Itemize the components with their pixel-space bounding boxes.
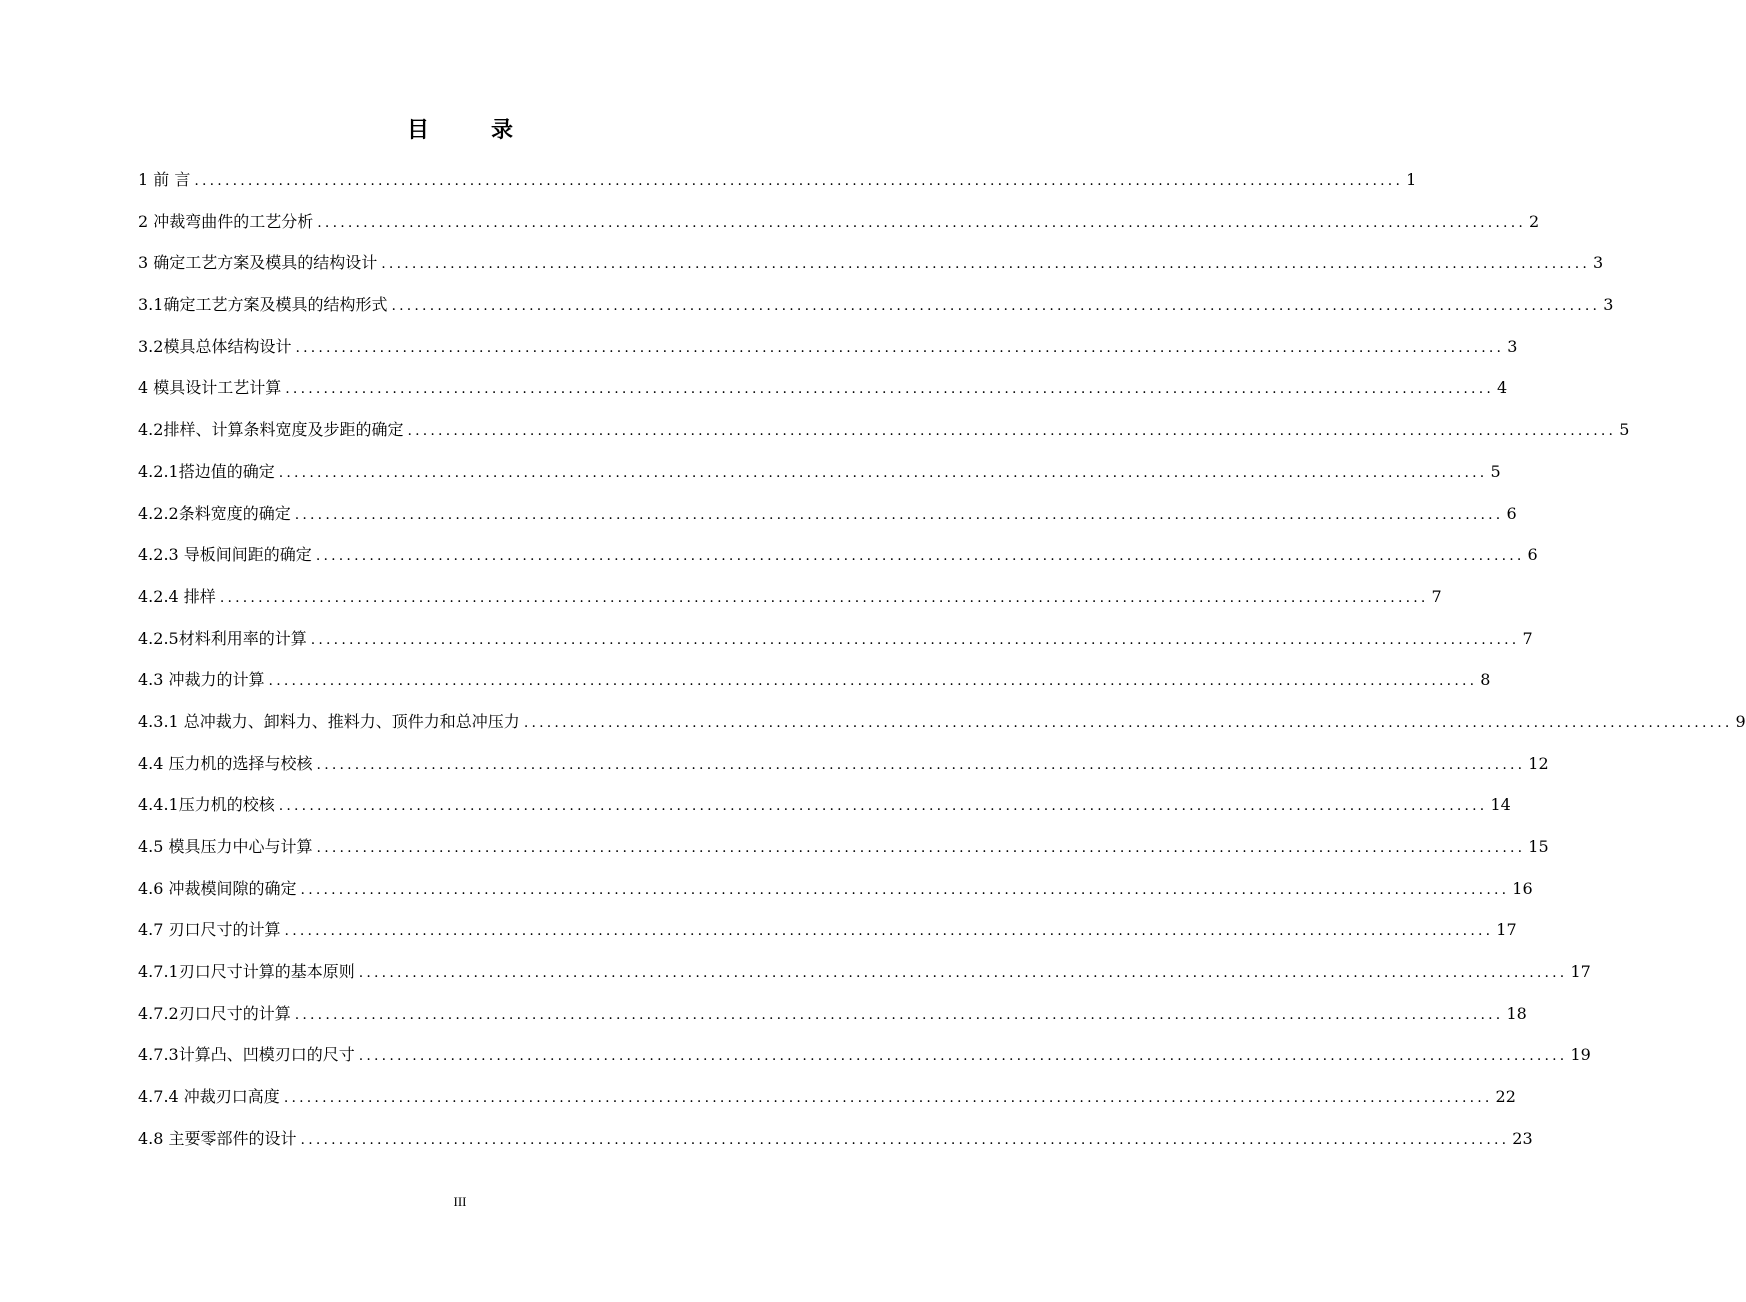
toc-entry-label: 4.7.2刃口尺寸的计算 [138, 1003, 291, 1023]
toc-dot-leader: .............................................................................................................................................................. [278, 464, 1488, 481]
toc-entry-page: 17 [1570, 962, 1591, 982]
toc-dot-leader: .............................................................................................................................................................. [284, 923, 1494, 940]
toc-entry-page: 4 [1497, 378, 1508, 398]
toc-entry[interactable] [138, 958, 1591, 1000]
toc-dot-leader: .............................................................................................................................................................. [391, 298, 1601, 315]
toc-entry-page: 19 [1570, 1045, 1591, 1065]
toc-entry-page: 23 [1512, 1128, 1533, 1148]
toc-entry[interactable] [138, 875, 1533, 917]
toc-dot-leader: .............................................................................................................................................................. [294, 1006, 1504, 1023]
toc-entry[interactable] [138, 333, 1518, 375]
toc-entry[interactable] [138, 1000, 1527, 1042]
toc-entry[interactable] [138, 208, 1540, 250]
toc-dot-leader: .............................................................................................................................................................. [278, 798, 1488, 815]
toc-entry[interactable] [138, 583, 1442, 625]
toc-dot-leader: .............................................................................................................................................................. [316, 756, 1526, 773]
toc-entry[interactable] [138, 166, 1417, 208]
toc-entry-page: 1 [1406, 170, 1417, 189]
toc-entry-label: 4.2排样、计算条料宽度及步距的确定 [138, 420, 404, 440]
toc-entry-page: 5 [1619, 420, 1630, 440]
toc-entry[interactable] [138, 750, 1549, 792]
toc-entry-page: 16 [1512, 878, 1533, 898]
toc-entry-page: 14 [1490, 795, 1511, 815]
toc-entry[interactable] [138, 708, 1746, 750]
toc-entry-page: 7 [1522, 628, 1533, 648]
toc-entry[interactable] [138, 541, 1538, 583]
toc-entry-label: 4.2.5材料利用率的计算 [138, 628, 307, 648]
toc-entry-page: 3 [1603, 295, 1614, 315]
toc-dot-leader: .............................................................................................................................................................. [300, 881, 1510, 898]
toc-dot-leader: .............................................................................................................................................................. [316, 840, 1526, 856]
toc-entry[interactable] [138, 1083, 1516, 1125]
toc-entry-page: 15 [1528, 837, 1549, 856]
toc-entry-label: 4.4 压力机的选择与校核 [138, 753, 313, 773]
toc-entry-page: 9 [1735, 711, 1746, 731]
toc-entry-label: 3.2模具总体结构设计 [138, 336, 292, 356]
toc-dot-leader: .............................................................................................................................................................. [315, 548, 1525, 565]
toc-entry[interactable] [138, 1041, 1591, 1083]
toc-entry-label: 4 模具设计工艺计算 [138, 378, 282, 398]
toc-dot-leader: .............................................................................................................................................................. [294, 506, 1504, 523]
table-of-contents [138, 166, 1746, 1167]
toc-dot-leader: .............................................................................................................................................................. [285, 381, 1495, 398]
toc-dot-leader: .............................................................................................................................................................. [194, 173, 1404, 189]
toc-entry[interactable] [138, 416, 1630, 458]
toc-entry-label: 4.7.1刃口尺寸计算的基本原则 [138, 962, 355, 982]
toc-dot-leader: .............................................................................................................................................................. [268, 673, 1478, 690]
toc-entry-label: 4.2.2条料宽度的确定 [138, 503, 291, 523]
toc-entry-label: 1 前 言 [138, 170, 191, 189]
toc-entry[interactable] [138, 916, 1517, 958]
toc-entry-label: 4.3 冲裁力的计算 [138, 670, 265, 690]
toc-dot-leader: .............................................................................................................................................................. [295, 339, 1505, 356]
toc-entry[interactable] [138, 374, 1508, 416]
toc-entry-label: 4.2.3 导板间间距的确定 [138, 545, 312, 565]
toc-dot-leader: .............................................................................................................................................................. [358, 965, 1568, 982]
toc-entry-page: 12 [1528, 753, 1549, 773]
toc-entry[interactable] [138, 666, 1491, 708]
toc-entry-page: 6 [1527, 545, 1538, 565]
toc-entry-label: 2 冲裁弯曲件的工艺分析 [138, 211, 314, 231]
toc-entry-label: 4.6 冲裁模间隙的确定 [138, 878, 297, 898]
toc-entry-label: 4.7 刃口尺寸的计算 [138, 920, 281, 940]
toc-dot-leader: .............................................................................................................................................................. [300, 1131, 1510, 1148]
toc-entry[interactable] [138, 291, 1614, 333]
toc-entry-page: 17 [1496, 920, 1517, 940]
toc-entry-page: 6 [1506, 503, 1517, 523]
toc-entry-page: 2 [1529, 211, 1540, 231]
toc-entry-label: 4.2.1搭边值的确定 [138, 461, 275, 481]
toc-dot-leader: .............................................................................................................................................................. [407, 423, 1617, 440]
toc-dot-leader: .............................................................................................................................................................. [317, 214, 1527, 231]
toc-dot-leader: .............................................................................................................................................................. [381, 256, 1591, 273]
toc-entry[interactable] [138, 833, 1549, 875]
toc-entry[interactable] [138, 458, 1501, 500]
toc-dot-leader: .............................................................................................................................................................. [219, 589, 1429, 606]
toc-entry-label: 3 确定工艺方案及模具的结构设计 [138, 253, 378, 273]
toc-entry-page: 3 [1593, 253, 1604, 273]
toc-entry-label: 4.8 主要零部件的设计 [138, 1128, 297, 1148]
toc-entry-page: 8 [1480, 670, 1491, 690]
page-number: III [453, 1194, 467, 1209]
toc-entry[interactable] [138, 500, 1517, 542]
toc-entry-label: 4.2.4 排样 [138, 586, 216, 606]
toc-entry-label: 4.3.1 总冲裁力、卸料力、推料力、顶件力和总冲压力 [138, 711, 520, 731]
toc-entry-label: 3.1确定工艺方案及模具的结构形式 [138, 295, 388, 315]
toc-entry-label: 4.4.1压力机的校核 [138, 795, 275, 815]
toc-entry-label: 4.7.4 冲裁刃口高度 [138, 1087, 280, 1107]
toc-entry-page: 18 [1506, 1003, 1527, 1023]
toc-dot-leader: .............................................................................................................................................................. [283, 1090, 1493, 1107]
toc-entry[interactable] [138, 249, 1604, 291]
toc-dot-leader: .............................................................................................................................................................. [310, 631, 1520, 648]
page-title: 目 录 [406, 118, 533, 143]
toc-entry-page: 5 [1490, 461, 1501, 481]
toc-dot-leader: .............................................................................................................................................................. [523, 714, 1733, 731]
toc-entry-label: 4.5 模具压力中心与计算 [138, 837, 313, 856]
toc-entry-page: 22 [1495, 1087, 1516, 1107]
toc-entry[interactable] [138, 791, 1511, 833]
toc-entry-page: 3 [1507, 336, 1518, 356]
toc-entry[interactable] [138, 625, 1533, 667]
toc-entry-label: 4.7.3计算凸、凹模刃口的尺寸 [138, 1045, 355, 1065]
toc-dot-leader: .............................................................................................................................................................. [358, 1048, 1568, 1065]
toc-entry-page: 7 [1431, 586, 1442, 606]
toc-entry[interactable] [138, 1125, 1533, 1167]
